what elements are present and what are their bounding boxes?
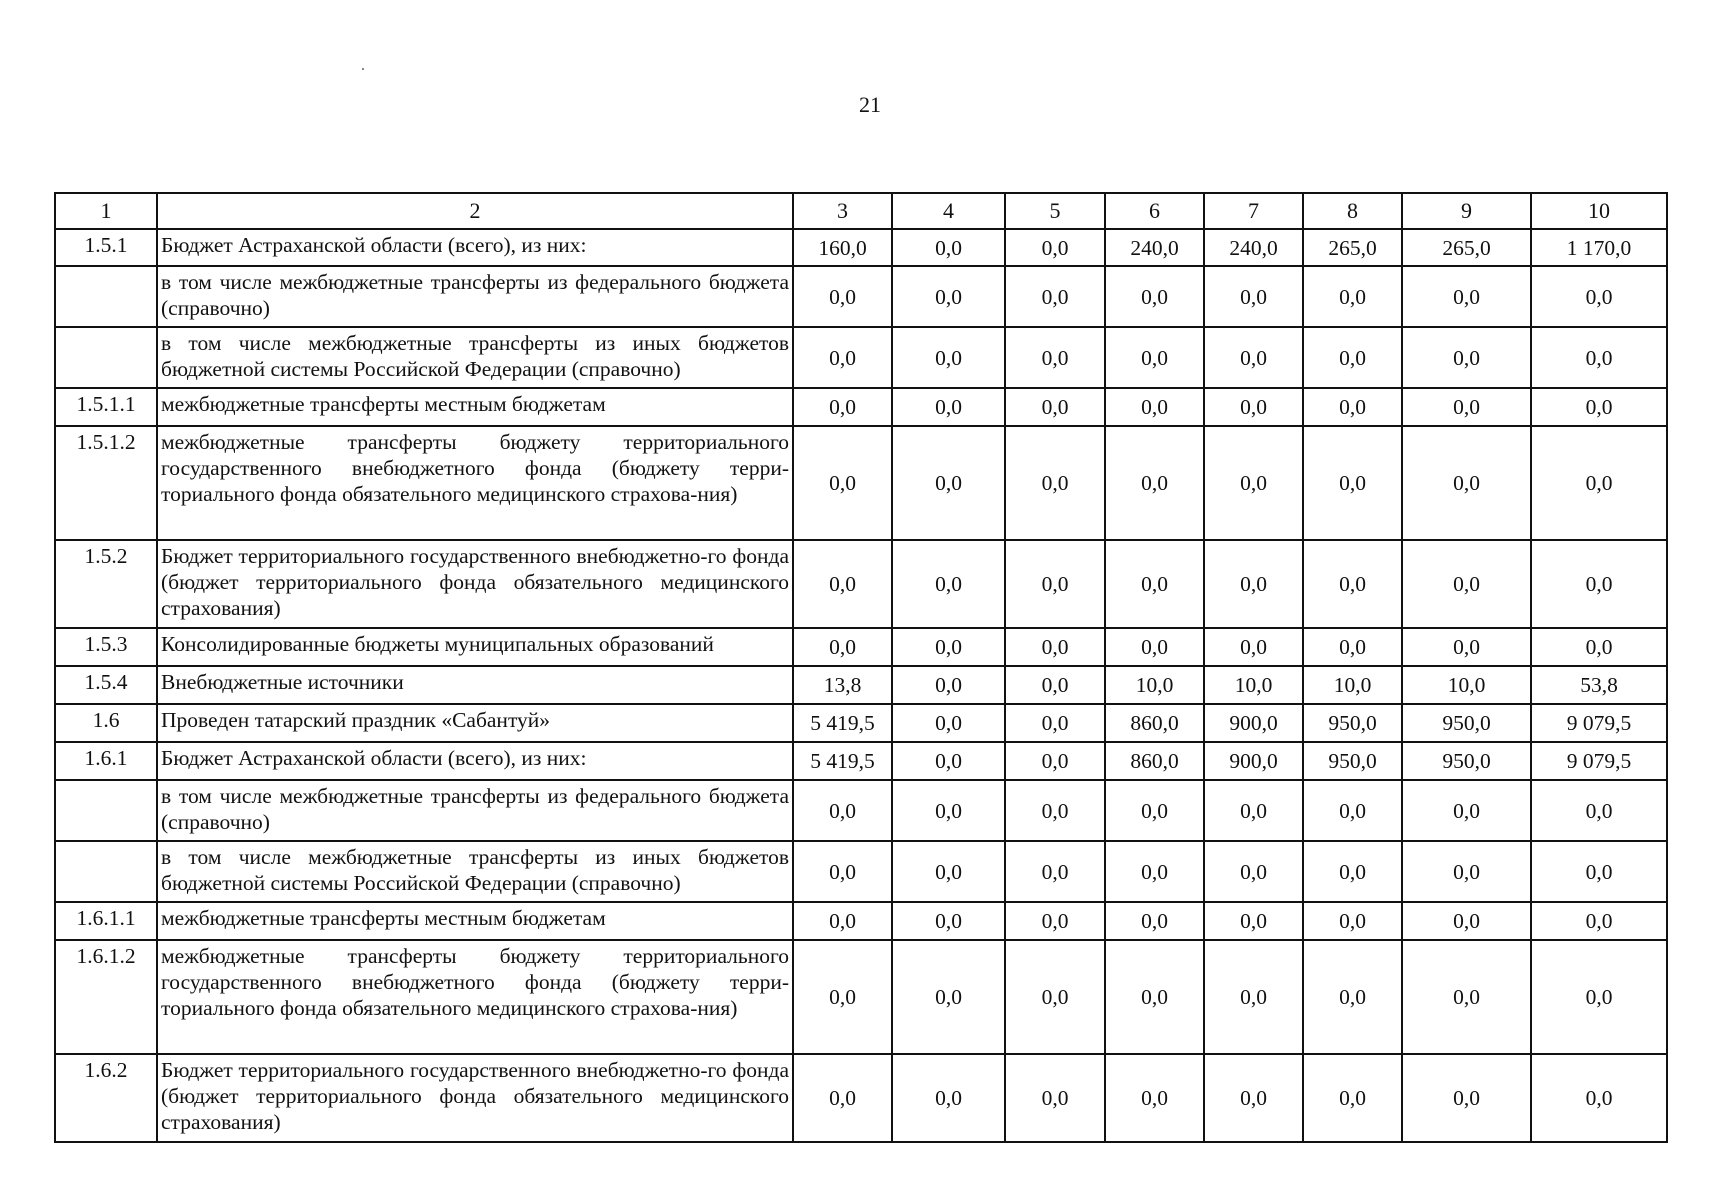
value-cell: 0,0 [1005,940,1105,1054]
value-cell: 0,0 [1005,742,1105,780]
table-row [55,388,1667,426]
value-cell: 5 419,5 [793,742,892,780]
value-cell: 0,0 [892,426,1005,540]
value-cell: 0,0 [1204,327,1303,388]
value-cell: 0,0 [1402,388,1531,426]
value-cell: 0,0 [1402,266,1531,327]
row-code: 1.5.1.1 [55,388,157,426]
value-cell: 0,0 [1105,327,1204,388]
value-cell: 0,0 [1303,780,1402,841]
value-cell: 13,8 [793,666,892,704]
value-cell: 0,0 [892,940,1005,1054]
column-header: 10 [1531,193,1667,229]
row-name: в том числе межбюджетные трансферты из федерального бюджета (справочно) [157,266,793,327]
value-cell: 950,0 [1303,704,1402,742]
value-cell: 0,0 [793,902,892,940]
value-cell: 0,0 [1005,704,1105,742]
row-code [55,780,157,841]
table-row [55,266,1667,327]
value-cell: 0,0 [1531,1054,1667,1142]
value-cell: 0,0 [892,780,1005,841]
row-name: Бюджет Астраханской области (всего), из них: [157,229,793,266]
value-cell: 9 079,5 [1531,742,1667,780]
table-row [55,841,1667,902]
value-cell: 0,0 [1204,780,1303,841]
value-cell: 0,0 [793,266,892,327]
row-code: 1.6.1.2 [55,940,157,1054]
row-code [55,327,157,388]
value-cell: 10,0 [1105,666,1204,704]
value-cell: 0,0 [892,327,1005,388]
value-cell: 0,0 [1402,780,1531,841]
row-code: 1.5.3 [55,628,157,666]
budget-table [54,192,1668,1143]
value-cell: 10,0 [1303,666,1402,704]
value-cell: 0,0 [793,841,892,902]
value-cell: 240,0 [1204,229,1303,266]
table-row [55,780,1667,841]
column-header: 1 [55,193,157,229]
row-name: Бюджет территориального государственного внебюджетно-го фонда (бюджет территориального фонда обязательного медицинского страхования) [157,1054,793,1142]
value-cell: 0,0 [1005,540,1105,628]
value-cell: 0,0 [793,426,892,540]
row-code: 1.6.2 [55,1054,157,1142]
value-cell: 0,0 [793,940,892,1054]
table-row [55,902,1667,940]
value-cell: 0,0 [1204,426,1303,540]
value-cell: 0,0 [1204,388,1303,426]
value-cell: 0,0 [1303,266,1402,327]
row-name: в том числе межбюджетные трансферты из иных бюджетов бюджетной системы Российской Федерации (справочно) [157,841,793,902]
value-cell: 0,0 [1105,902,1204,940]
value-cell: 0,0 [1531,841,1667,902]
value-cell: 0,0 [1303,841,1402,902]
table-body [55,229,1667,1142]
value-cell: 0,0 [793,540,892,628]
value-cell: 265,0 [1303,229,1402,266]
row-code [55,841,157,902]
value-cell: 0,0 [1402,1054,1531,1142]
row-name: межбюджетные трансферты местным бюджетам [157,902,793,940]
value-cell: 0,0 [1105,841,1204,902]
value-cell: 860,0 [1105,704,1204,742]
row-name: в том числе межбюджетные трансферты из иных бюджетов бюджетной системы Российской Федерации (справочно) [157,327,793,388]
value-cell: 0,0 [1204,902,1303,940]
row-name: Внебюджетные источники [157,666,793,704]
table-header-row [55,193,1667,229]
value-cell: 0,0 [1402,902,1531,940]
value-cell: 0,0 [1105,1054,1204,1142]
value-cell: 10,0 [1204,666,1303,704]
value-cell: 0,0 [892,902,1005,940]
value-cell: 0,0 [1303,628,1402,666]
value-cell: 0,0 [1105,426,1204,540]
value-cell: 0,0 [1105,628,1204,666]
value-cell: 0,0 [1531,540,1667,628]
value-cell: 950,0 [1402,704,1531,742]
value-cell: 5 419,5 [793,704,892,742]
value-cell: 0,0 [1204,1054,1303,1142]
value-cell: 0,0 [1402,327,1531,388]
value-cell: 0,0 [1402,540,1531,628]
row-name: Бюджет территориального государственного внебюджетно-го фонда (бюджет территориального фонда обязательного медицинского страхования) [157,540,793,628]
table-row [55,704,1667,742]
row-name: межбюджетные трансферты бюджету территориального государственного внебюджетного фонда (бюджету терри-ториального фонда обязательного медицинского страхова-ния) [157,940,793,1054]
table-row [55,540,1667,628]
value-cell: 0,0 [1303,540,1402,628]
value-cell: 0,0 [1531,780,1667,841]
value-cell: 0,0 [1303,327,1402,388]
value-cell: 0,0 [892,704,1005,742]
table-row [55,327,1667,388]
row-name: Консолидированные бюджеты муниципальных образований [157,628,793,666]
value-cell: 10,0 [1402,666,1531,704]
value-cell: 0,0 [1303,1054,1402,1142]
value-cell: 0,0 [1204,266,1303,327]
value-cell: 0,0 [892,628,1005,666]
value-cell: 160,0 [793,229,892,266]
table-row [55,426,1667,540]
row-code: 1.6 [55,704,157,742]
value-cell: 0,0 [892,266,1005,327]
value-cell: 0,0 [1105,780,1204,841]
value-cell: 0,0 [892,742,1005,780]
page-number: 21 [859,92,881,117]
value-cell: 0,0 [1402,426,1531,540]
value-cell: 0,0 [1303,388,1402,426]
value-cell: 9 079,5 [1531,704,1667,742]
value-cell: 0,0 [1005,1054,1105,1142]
value-cell: 900,0 [1204,704,1303,742]
row-code: 1.5.4 [55,666,157,704]
row-code: 1.6.1.1 [55,902,157,940]
table-row [55,742,1667,780]
column-header: 8 [1303,193,1402,229]
row-name: в том числе межбюджетные трансферты из федерального бюджета (справочно) [157,780,793,841]
value-cell: 0,0 [793,1054,892,1142]
value-cell: 0,0 [793,327,892,388]
table-row [55,1054,1667,1142]
value-cell: 0,0 [1402,628,1531,666]
table-row [55,666,1667,704]
value-cell: 0,0 [1005,666,1105,704]
value-cell: 1 170,0 [1531,229,1667,266]
value-cell: 0,0 [1531,628,1667,666]
row-name: Проведен татарский праздник «Сабантуй» [157,704,793,742]
row-name: Бюджет Астраханской области (всего), из них: [157,742,793,780]
value-cell: 0,0 [1005,780,1105,841]
value-cell: 0,0 [1005,327,1105,388]
value-cell: 0,0 [793,780,892,841]
value-cell: 0,0 [1005,841,1105,902]
value-cell: 860,0 [1105,742,1204,780]
value-cell: 265,0 [1402,229,1531,266]
scan-speck [362,68,364,70]
table-row [55,229,1667,266]
row-name: межбюджетные трансферты бюджету территориального государственного внебюджетного фонда (бюджету терри-ториального фонда обязательного медицинского страхова-ния) [157,426,793,540]
value-cell: 0,0 [1204,540,1303,628]
value-cell: 0,0 [1005,902,1105,940]
row-code: 1.5.1.2 [55,426,157,540]
value-cell: 0,0 [1105,388,1204,426]
value-cell: 0,0 [892,1054,1005,1142]
row-code: 1.5.1 [55,229,157,266]
value-cell: 0,0 [1105,266,1204,327]
value-cell: 0,0 [1005,388,1105,426]
column-header: 9 [1402,193,1531,229]
column-header: 3 [793,193,892,229]
value-cell: 0,0 [1005,266,1105,327]
value-cell: 0,0 [1105,540,1204,628]
value-cell: 0,0 [1531,388,1667,426]
value-cell: 0,0 [1303,426,1402,540]
value-cell: 0,0 [1531,426,1667,540]
value-cell: 0,0 [1402,940,1531,1054]
value-cell: 0,0 [1204,628,1303,666]
column-header: 7 [1204,193,1303,229]
column-header: 4 [892,193,1005,229]
value-cell: 0,0 [1005,229,1105,266]
row-name: межбюджетные трансферты местным бюджетам [157,388,793,426]
value-cell: 950,0 [1402,742,1531,780]
value-cell: 0,0 [1303,902,1402,940]
value-cell: 0,0 [892,666,1005,704]
value-cell: 240,0 [1105,229,1204,266]
value-cell: 0,0 [1531,266,1667,327]
value-cell: 0,0 [1531,327,1667,388]
row-code: 1.5.2 [55,540,157,628]
table-row [55,628,1667,666]
value-cell: 0,0 [1105,940,1204,1054]
value-cell: 0,0 [892,841,1005,902]
value-cell: 0,0 [1402,841,1531,902]
value-cell: 0,0 [1005,426,1105,540]
value-cell: 0,0 [1005,628,1105,666]
value-cell: 0,0 [1531,902,1667,940]
value-cell: 0,0 [892,388,1005,426]
value-cell: 0,0 [1204,841,1303,902]
value-cell: 0,0 [892,540,1005,628]
column-header: 2 [157,193,793,229]
value-cell: 0,0 [793,388,892,426]
value-cell: 900,0 [1204,742,1303,780]
column-header: 6 [1105,193,1204,229]
value-cell: 0,0 [892,229,1005,266]
column-header: 5 [1005,193,1105,229]
value-cell: 53,8 [1531,666,1667,704]
value-cell: 950,0 [1303,742,1402,780]
value-cell: 0,0 [1531,940,1667,1054]
table-row [55,940,1667,1054]
row-code [55,266,157,327]
row-code: 1.6.1 [55,742,157,780]
value-cell: 0,0 [793,628,892,666]
value-cell: 0,0 [1303,940,1402,1054]
value-cell: 0,0 [1204,940,1303,1054]
